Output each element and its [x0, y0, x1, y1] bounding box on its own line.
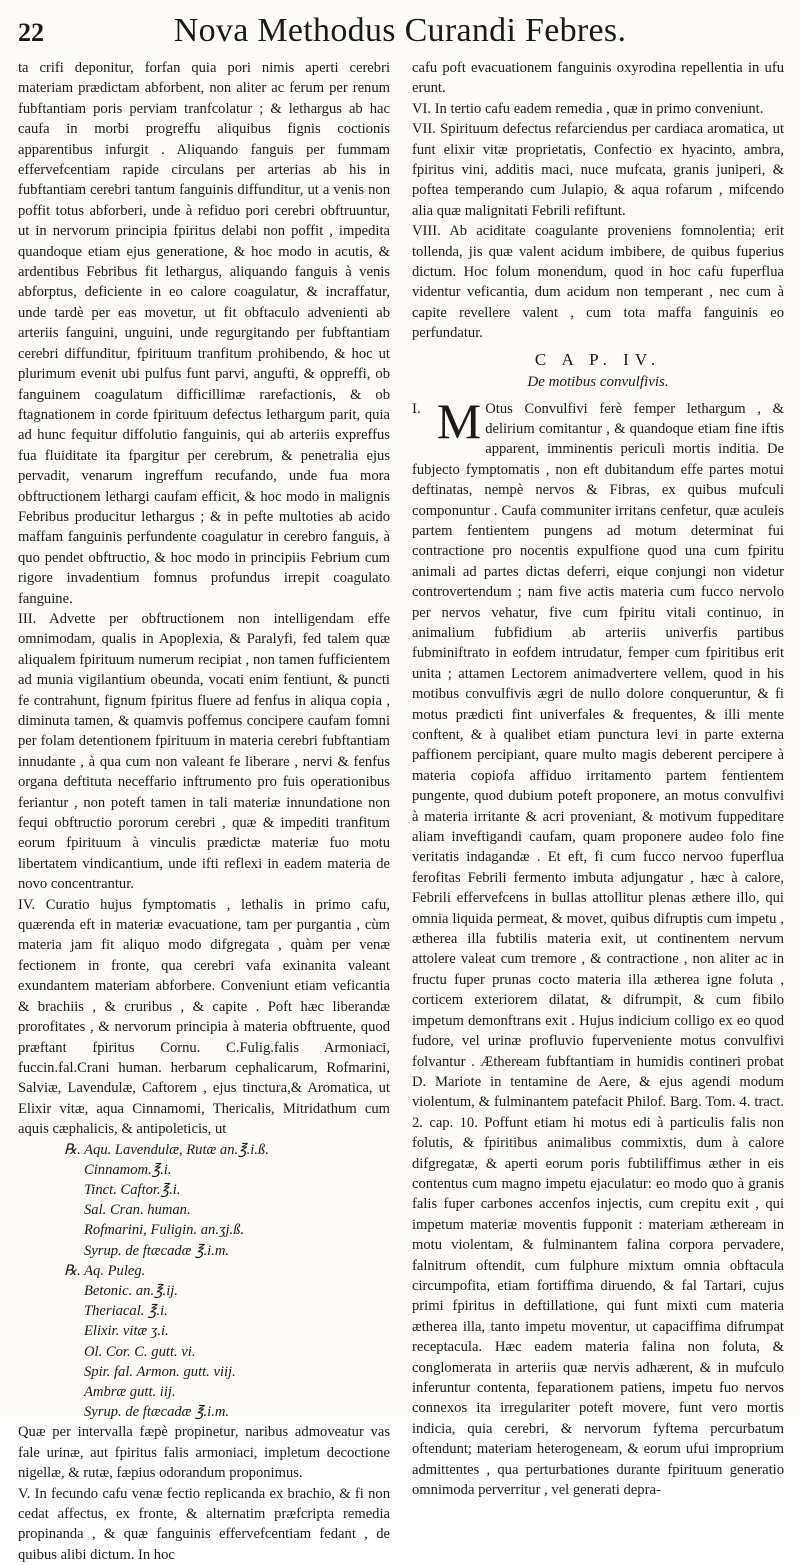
prescription-line: Syrup. de ftæcadæ ℥.i.m.	[84, 1242, 230, 1259]
prescription-line: Cinnamom.℥.i.	[84, 1161, 172, 1178]
paragraph-number: I.	[412, 400, 421, 417]
paragraph-body: Otus Convulfivi ferè femper lethargum , & delirium comitantur , & quandoque etiam fine iftis apparent, imminentis periculi mortis inditia. De fubjecto fymptomatis , non eft dubitandum effe partes motui deftinatas, nempè nervos & Fibras, ex quibus mufculi componuntur . Caufa communiter irritans cenfetur, quæ aculeis partem fentientem pungens ad motum determinat fui contractione pro nocentis expulfione quod una cum fpiritu animali ad partes dictas deferri, eique conjungi non videtur controvertendum ; nam five actis materia cum fucco nervolo per nervos vehatur, five cum fpiritu vitali continuo, in animalium fubfidium ab arteriis univerfis partibus fubminiftrato in eofdem intrudatur, femper cum fpiritibus erit unita ; attamen Lectorem animadvertere vellem, quod in his motibus convulfivis ægri de nullo dolore conqueruntur, & fi motus prædicti fint univerfales & frequentes, & illi mente conftent, & à qualibet etiam punctura levi in parte externa paffionem percipiant, quare multo magis deberent percipere à materia copiofa affiduo irritamento partem fentientem pungente, quod dubium poteft proponere, an motus convulfivi à materia irritante & acri proveniant, & motivum fuppeditare aliam inveftigandi caufam, quam proponere audeo folo fine veritatis indagandæ . Et eft, fi cum fucco nervoo fuperflua ferofitas Febrili fermento imbuta adjungatur , hæc à calore, Febrili effervefcens in bullas attollitur plenas æthere illo, qui omnia liquida permeat, & movet, quibus difruptis cum impetu , æthereа illa fubtilis materia exit, ut continentem nervum attolere valeat cum tremore , & contractione , non aliter ac in fructu fuper prunas cocto materia illa æthereа igne foluta , corticem exteriorem dilatat, & difrumpit, & cum fibilo impetum demonftrans exit . Hujus indicium colligo ex eo quod fudore, vel urinæ profluvio fuperveniente motus convulfivi folvantur . Æthereаm fubftantiam in humidis contineri probat D. Mariote in tentamine de Aere, & ejus agendi modum violentum, & fulminantem patefacit Philof. Barg. Tom. 4. tract. 2. cap. 10. Poffunt etiam hi motus edi à particulis falis non folutis, & fpiritibus animalibus commixtis, dum à calore difgregatæ, & aperti eorum poris fubtiliffimus æther in eis contentus cum magno impetu ejaculatur: eo modo quo à granis falis fuper carbones accenfos injectis, cum crepitu exit , qui impetum materiæ moventis fupponit : materiam æthereаm in motu violentam, & fulminantem falina corpora pervadere, falnitrum oftendit, cum fulphure mixtum omnia obftacula circumpofita, etiam fortiffima diruendo, & fal Tartari, cujus primi fpiritus in deftillatione, qui funt mixti cum materia æthereа illa, tanto impetu moventur, ut capaciffima difrumpat receptacula. Hæc eadem materia falina non foluta, & conglomerata in arteriis quæ nervis adhærent, & in mufculo inferuntur contenta, feparationem patiens, impetu fuo nervos connexos ita irregulariter poteft movere, funt vero mortis indicia, quia cerebri, & nervorum fyftema percurbatum oftendunt; materiam heterogeneam, & eorum ufui improprium admittentes , qua perturbationes durante fpirituum generatio omnimoda perverritur , vel generati depra-	[412, 400, 784, 1499]
paragraph-convulsive-motions	[412, 392, 784, 1501]
prescription-line: Sal. Cran. human.	[84, 1202, 191, 1219]
prescription-line: Rofmarini, Fuligin. an.ʒj.ß.	[84, 1222, 245, 1239]
drop-cap: M	[436, 392, 482, 449]
prescription-line: Spir. fal. Armon. gutt. viij.	[84, 1363, 236, 1380]
prescription-line: Theriacal. ℥.i.	[84, 1303, 168, 1320]
prescription-line: Ambræ gutt. iij.	[84, 1383, 176, 1400]
paragraph-lethargy-causes: ta crifi deponitur, forfan quia pori nimis aperti cerebri materiam prædictam abforbent, non aliter ac ferum per renum fubftantiam poris perviam tranfcolatur ; & lethargus ab hac caufa in morbi progreffu aliquibus fignis coctionis apparentibus infurgit . Aliquando fanguis per fummam effervefcentiam rapide circulans per arterias ab his in fubftantiam cerebri tantum fanguinis diffunditur, ut a venis non poffit totus abforberi, unde à refiduo pori cerebri obftruuntur, ut in nervorum principia fpiritus delabi non poffit , impedita quandoque etiam ejus generatione, & hoc modo in acutis, & ardentibus Febribus fit lethargus, aliquando fanguis à venis abforptus, deficiente in eo calore coagulatur, & incraffatur, unde tardè per eas movetur, ut fit obftaculo advenienti ab arteriis fanguini, unguini, unde regurgitando per fubftantiam cerebri diffunditur, fpirituum tranfitum prohibendo, & hoc ut plurimum evenit ubi pulfus funt parvi, angufti, & oppreffi, ob fanguinem coagulatum difficillimæ rarefactionis, & ob ftagnationem in corde fpirituum defectus lethargum parit, quia ad hunc fequitur diffolutio fanguinis, qui ab arteriis expreffus fua fluiditate ita fpargitur per cerebrum, & penetralia ejus pervadit, venarum ingreffum recufando, unde fua mora obftructionem lethargi caufam efficit, & hoc modo in malignis Febribus producitur lethargus ; & in pefte multoties ab acido maffam fanguinis perfundente coagulatur in cerebro fanguis, à quo pendet obftructio, & hoc modo in principiis Febrium cum rigore invadentium fomnus profundus irrepit coagulato fanguine.	[18, 60, 390, 607]
prescription-line: ℞. Aqu. Lavendulæ, Rutæ an.℥.i.ß.	[64, 1141, 269, 1158]
chapter-title: De motibus convulfivis.	[527, 374, 669, 391]
paragraph-administration: Quæ per intervalla fæpè propinetur, naribus admoveatur vas fale urinæ, aut fpiritus falis armoniaci, impletum decoctione nigellæ, & rutæ, fæpius odorandum proponimus.	[18, 1424, 390, 1482]
prescription-line: Ol. Cor. C. gutt. vi.	[84, 1343, 196, 1360]
paragraph-iv-cure: IV. Curatio hujus fymptomatis , lethalis in primo cafu, quærenda eft in materiæ evacuatione, tam per purgantia , cùm materia jam fit aliquo modo difgregata , quàm per venæ fectionem in fronte, qua cerebri vafa exinanita valeant exundantem materiam abforbere. Conveniunt etiam veficantia & brachiis , & cruribus , & capite . Poft hæc liberandæ prorofitates , & nervorum principia à materia obftruente, quod præftant fpiritus Cornu. C.Fulig.falis Armoniaci, fuccin.fal.Crani human. herbarum cephalicarum, Rofmarini, Salviæ, Lavendulæ, Caftorem , ejus tinctura,& Aromatica, ut Elixir vitæ, aqua Cinnamomi, Thericalis, Mitridathum cum aquis cæphalicis, & antipoleticis, ut	[18, 896, 390, 1138]
paragraph-viii: VIII. Ab aciditate coagulante proveniens fomnolentia; erit tollenda, jis quæ valent acidum imbibere, de quibus fuperius dictum. Hoc folum monendum, quod in hoc cafu fuperflua videntur veficantia, dum acidum non temperant , nec cum à capite revellere valent , cum tota maffa fanguinis eo perfundatur.	[412, 223, 784, 342]
paragraph-v: V. In fecundo cafu venæ fectio replicanda ex brachio, & fi non cedat affectus, ex fronte, & alternatim præfcripta remedia propinanda , & quæ fanguinis effervefcentiam fedant , de quibus alibi dictum. In hoc	[18, 1485, 390, 1563]
paragraph-continuation: cafu poft evacuationem fanguinis oxyrodina repellentia in ufu erunt.	[412, 60, 784, 97]
prescription-1	[18, 1140, 390, 1261]
prescription-line: ℞. Aq. Puleg.	[64, 1262, 146, 1279]
paragraph-iii: III. Advette per obftructionem non intelligendam effe omnimodam, qualis in Apoplexia, & Paralyfi, fed talem quæ aliqualem fpirituum numerum recipiat , non tamen fufficientem ad munia vigilantium obeunda, vocati enim fentiunt, & puncti fe contrahunt, fignum fpiritus fluere ad fenfus in aliqua copia , diminuta tamen, & quamvis poffemus concipere caufam fomni per folam detentionem fpirituum in materia cerebri fubftantiam innudante , à qua cum non valeant fe liberare , nervi & fenfus organa deftituta neceffario inftrumento pro fuis operationibus feriantur , non poteft tamen in tali materiæ innundatione non fequi obftructio pororum cerebri , quæ & impediti tranfitum eorum fpirituum à vinculis prædictæ materiæ fuo motu libertatem vindicantium, unde ifti reflexi in eadem materia de novo concentrantur.	[18, 610, 390, 893]
prescription-line: Elixir. vitæ ʒ.i.	[84, 1323, 169, 1340]
paragraph-vii: VII. Spirituum defectus refarciendus per cardiaca aromatica, ut funt elixir vitæ proprietatis, Confectio ex hyacinto, ambra, fpiritus vini, additis maci, nuce mufcata, granis juniperi, & poftea temperando cum Julapio, & aqua rofarum , mifcendo alia quæ malignitati Febrili refiftunt.	[412, 121, 784, 219]
right-column	[412, 58, 784, 1500]
prescription-line: Betonic. an.℥.ij.	[84, 1282, 178, 1299]
page-header	[18, 12, 782, 52]
prescription-line: Tinct. Caftor.℥.i.	[84, 1181, 181, 1198]
prescription-2	[18, 1261, 390, 1423]
prescription-line: Syrup. de ftæcadæ ℥.i.m.	[84, 1404, 230, 1421]
paragraph-vi: VI. In tertio cafu eadem remedia , quæ in primo conveniunt.	[412, 100, 764, 117]
page-number: 22	[18, 18, 44, 47]
left-column	[18, 58, 390, 1565]
chapter-heading: C A P. IV.	[534, 349, 662, 369]
running-title: Nova Methodus Curandi Febres.	[173, 12, 627, 49]
